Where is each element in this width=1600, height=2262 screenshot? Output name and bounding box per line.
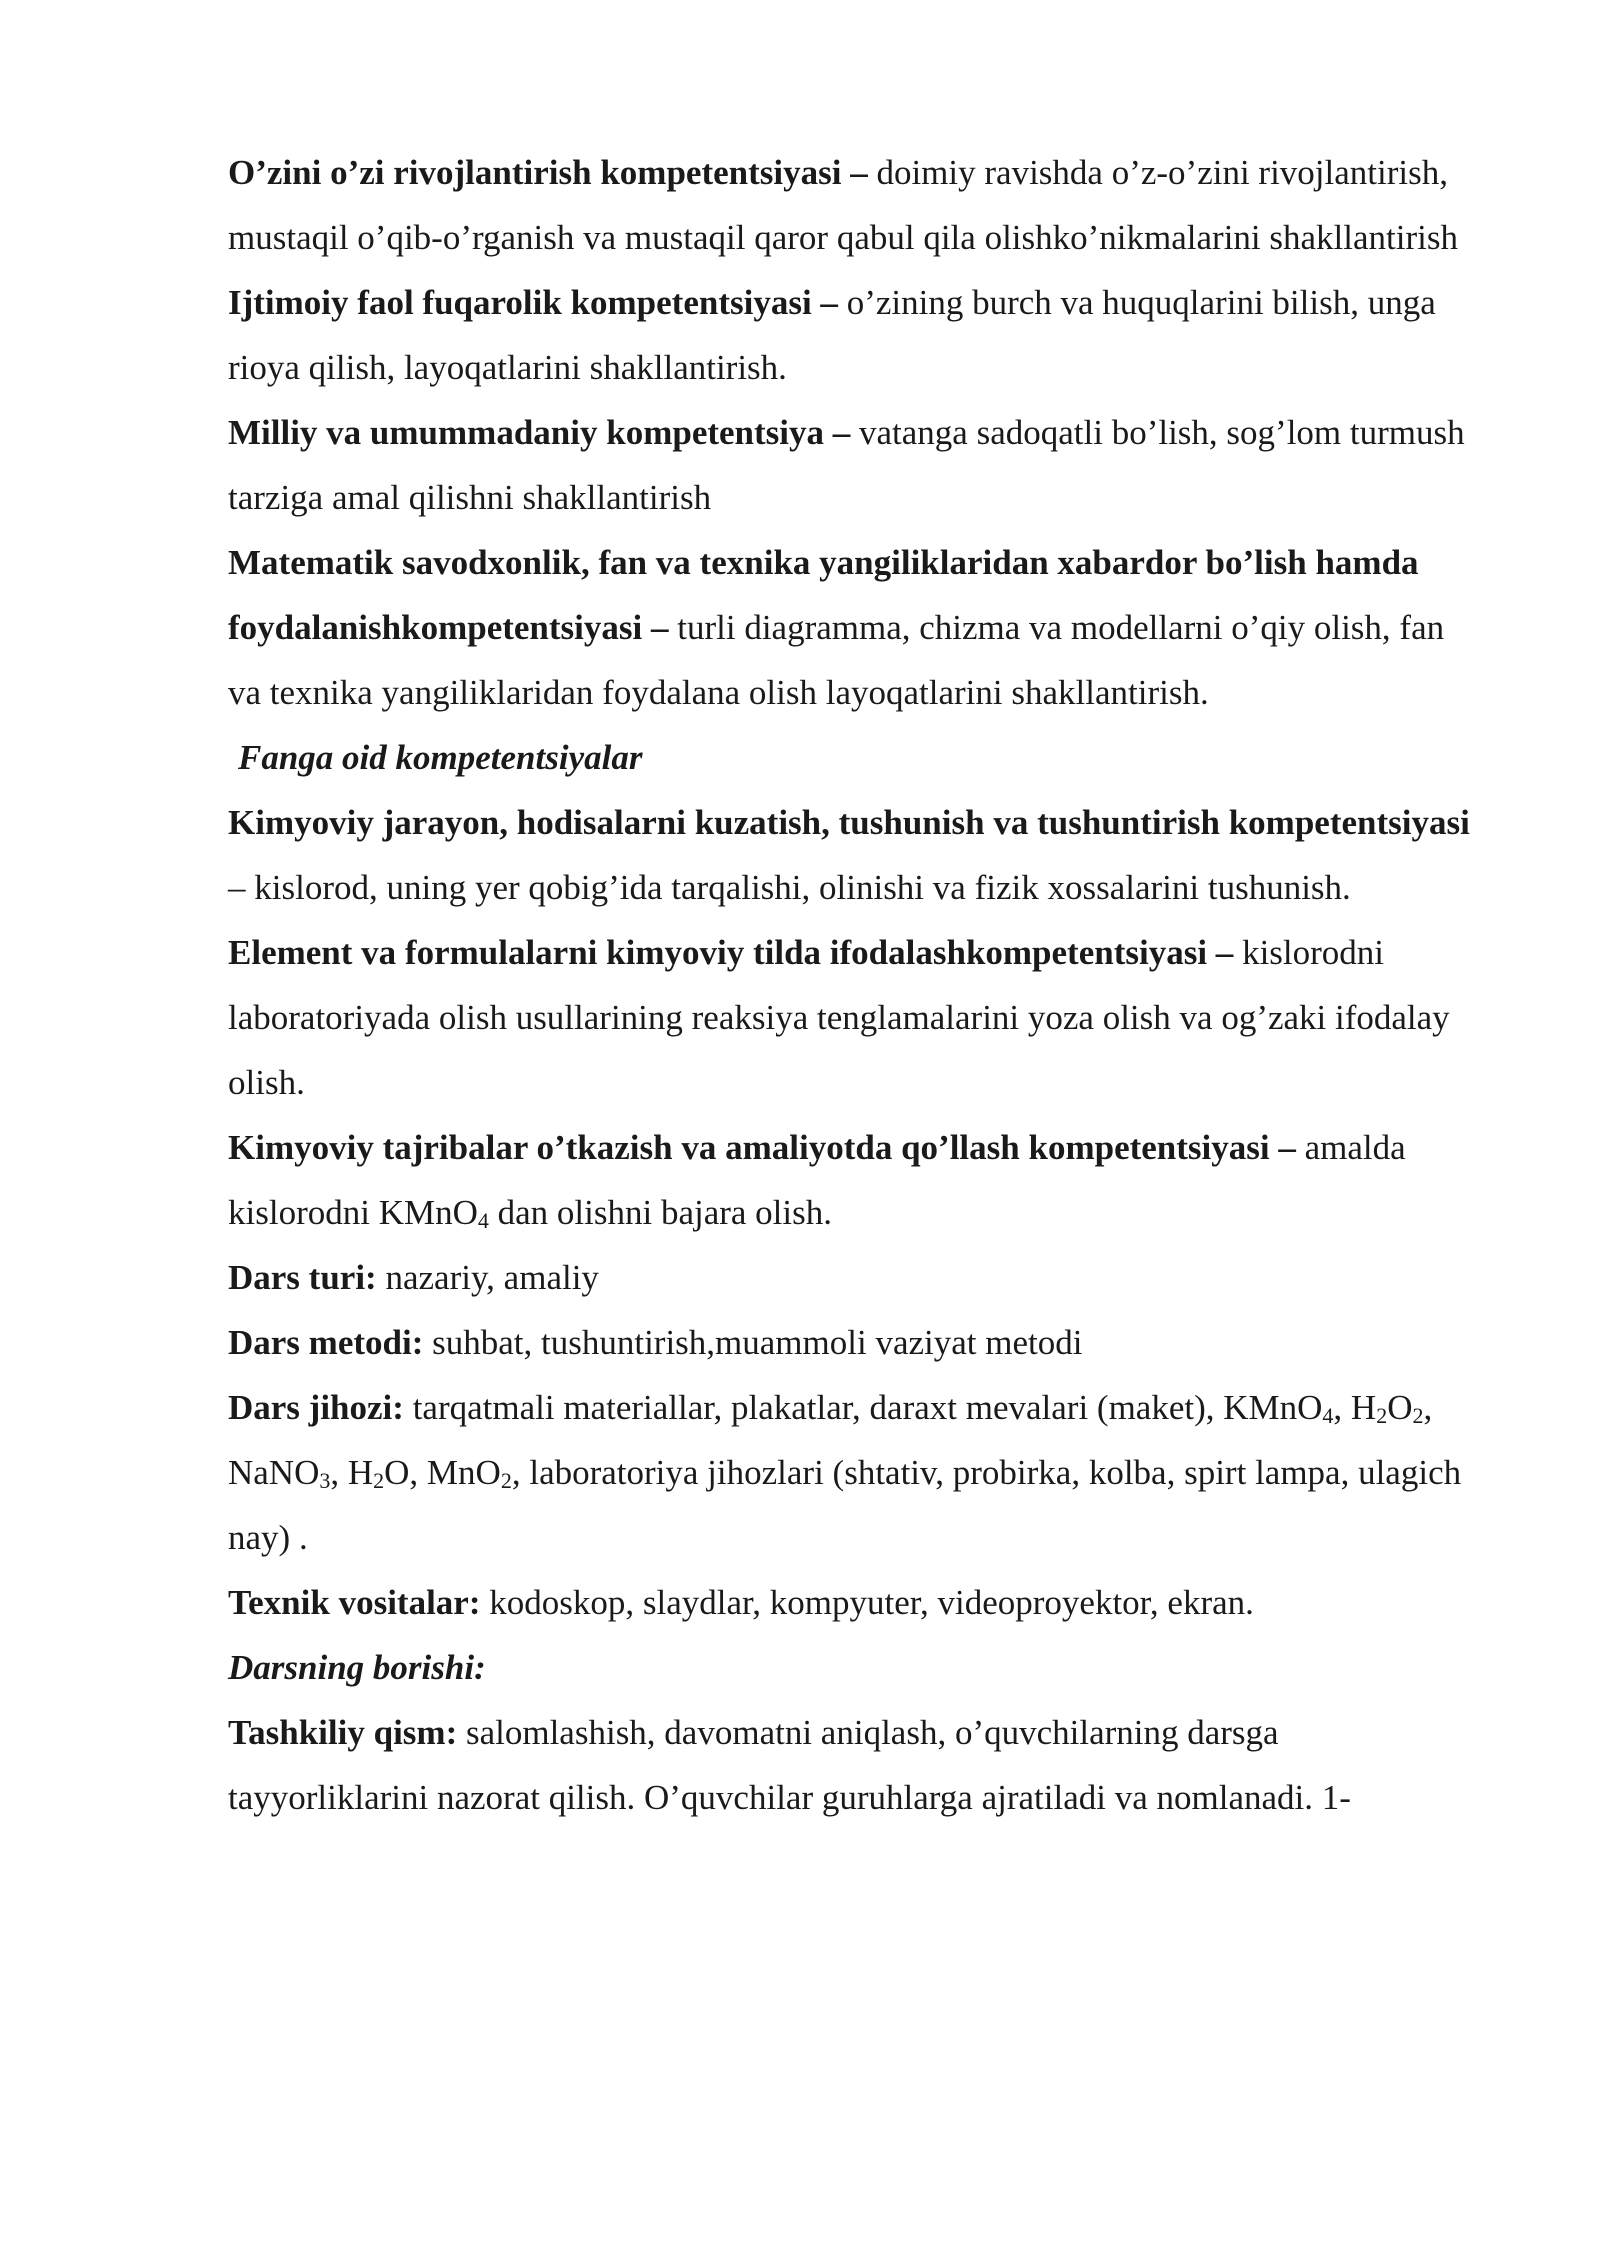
term-description: – kislorod, uning yer qobig’ida tarqalishi, olinishi va fizik xossalarini tushunish.	[228, 868, 1351, 907]
field-value: O	[1387, 1388, 1413, 1427]
lesson-method	[228, 1310, 1478, 1375]
field-value: , H	[1333, 1388, 1377, 1427]
field-label: Dars jihozi:	[228, 1388, 404, 1427]
term-description: doimiy ravishda o’z-o’zini rivojlantirish, mustaqil o’qib-o’rganish va mustaqil qaror qabul qila olishko’nikmalarini shakllantirish	[228, 153, 1458, 257]
term-heading: Kimyoviy jarayon, hodisalarni kuzatish, tushunish va tushuntirish kompetentsiyasi	[228, 803, 1470, 842]
section-heading-text: Fanga oid kompetentsiyalar	[238, 738, 643, 777]
term-description: vatanga sadoqatli bo’lish, sog’lom turmush tarziga amal qilishni shakllantirish	[228, 413, 1465, 517]
field-value: tarqatmali materiallar, plakatlar, daraxt mevalari (maket), KMnO	[403, 1388, 1323, 1427]
field-value: nazariy, amaliy	[376, 1258, 599, 1297]
term-heading: Kimyoviy tajribalar o’tkazish va amaliyotda qo’llash kompetentsiyasi –	[228, 1128, 1296, 1167]
field-value: kodoskop, slaydlar, kompyuter, videoproyektor, ekran.	[480, 1583, 1254, 1622]
field-value: salomlashish, davomatni aniqlash, o’quvchilarning darsga tayyorliklarini nazorat qilish. O’quvchilar guruhlarga ajratiladi va nomlanadi. 1-	[228, 1713, 1351, 1817]
field-label: Tashkiliy qism:	[228, 1713, 458, 1752]
term-description: turli diagramma, chizma va modellarni o’qiy olish, fan va texnika yangiliklaridan foydalana olish layoqatlarini shakllantirish.	[228, 608, 1445, 712]
technical-tools	[228, 1570, 1478, 1635]
paragraph-chemical-processes	[228, 790, 1478, 920]
field-value: suhbat, tushuntirish,muammoli vaziyat metodi	[423, 1323, 1083, 1362]
paragraph-civic	[228, 270, 1478, 400]
field-label: Texnik vositalar:	[228, 1583, 481, 1622]
term-heading: Matematik savodxonlik, fan va texnika yangiliklaridan xabardor bo’lish hamda foydalanishkompetentsiyasi –	[228, 543, 1419, 647]
lesson-type	[228, 1245, 1478, 1310]
paragraph-experiments	[228, 1115, 1478, 1245]
field-label: Dars metodi:	[228, 1323, 424, 1362]
section-heading-text: Darsning borishi:	[228, 1648, 486, 1687]
paragraph-math-literacy	[228, 530, 1478, 725]
term-heading: Element va formulalarni kimyoviy tilda ifodalashkompetentsiyasi –	[228, 933, 1234, 972]
field-label: Dars turi:	[228, 1258, 377, 1297]
term-description-cont: dan olishni bajara olish.	[488, 1193, 833, 1232]
subscript: 2	[1412, 1403, 1424, 1428]
term-description: kislorodni laboratoriyada olish usullarining reaksiya tenglamalarini yoza olish va og’zaki ifodalay olish.	[228, 933, 1450, 1102]
subscript: 2	[373, 1468, 385, 1493]
term-heading: Ijtimoiy faol fuqarolik kompetentsiyasi –	[228, 283, 838, 322]
term-heading: Milliy va umummadaniy kompetentsiya –	[228, 413, 851, 452]
field-value: , H	[330, 1453, 374, 1492]
section-heading-subject-competencies	[228, 725, 1478, 790]
subscript: 2	[500, 1468, 512, 1493]
field-value: , NaNO	[228, 1388, 1433, 1492]
paragraph-self-development	[228, 140, 1478, 270]
paragraph-national-culture	[228, 400, 1478, 530]
section-heading-lesson-flow	[228, 1635, 1478, 1700]
subscript: 4	[477, 1208, 489, 1233]
paragraph-chemical-language	[228, 920, 1478, 1115]
term-description: amalda kislorodni KMnO	[228, 1128, 1406, 1232]
lesson-equipment	[228, 1375, 1478, 1570]
document-page	[228, 140, 1478, 1830]
field-value: , laboratoriya jihozlari (shtativ, probirka, kolba, spirt lampa, ulagich nay) .	[228, 1453, 1462, 1557]
term-description: o’zining burch va huquqlarini bilish, unga rioya qilish, layoqatlarini shakllantirish.	[228, 283, 1436, 387]
term-heading: O’zini o’zi rivojlantirish kompetentsiyasi –	[228, 153, 868, 192]
subscript: 3	[319, 1468, 331, 1493]
subscript: 4	[1322, 1403, 1334, 1428]
organizational-part	[228, 1700, 1478, 1830]
subscript: 2	[1376, 1403, 1388, 1428]
field-value: O, MnO	[384, 1453, 501, 1492]
